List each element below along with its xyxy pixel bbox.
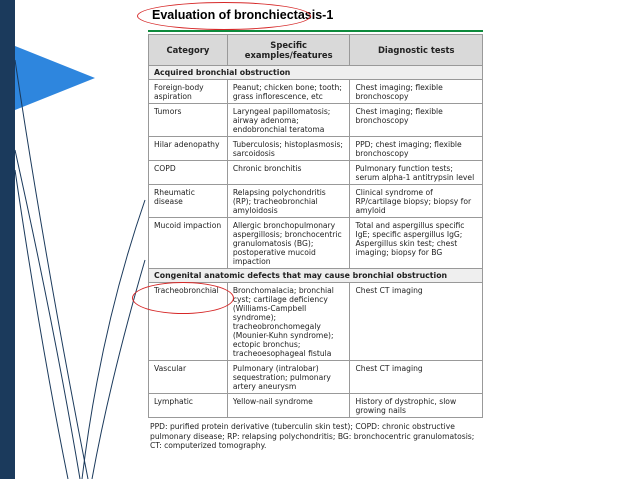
cell-examples: Chronic bronchitis: [227, 161, 350, 185]
cell-tests: Chest CT imaging: [350, 361, 483, 394]
cell-category: Vascular: [149, 361, 228, 394]
cell-category: Tracheobronchial: [149, 283, 228, 361]
cell-examples: Relapsing polychondritis (RP); tracheobronchial amyloidosis: [227, 185, 350, 218]
section-header-row: [149, 269, 483, 283]
tracheobronchial-highlight-ellipse: [132, 282, 234, 314]
cell-tests: Chest CT imaging: [350, 283, 483, 361]
cell-examples: Peanut; chicken bone; tooth; grass inflorescence, etc: [227, 80, 350, 104]
cell-examples: Laryngeal papillomatosis; airway adenoma; endobronchial teratoma: [227, 104, 350, 137]
bronchiectasis-table: [148, 34, 483, 418]
slide-title: Evaluation of bronchiectasis-1: [152, 8, 334, 22]
table-header-row: [149, 35, 483, 66]
table-row: [149, 185, 483, 218]
table-row: [149, 394, 483, 418]
document-table-panel: [148, 34, 483, 476]
header-tests: Diagnostic tests: [350, 35, 483, 66]
header-category: Category: [149, 35, 228, 66]
cell-category: Rheumatic disease: [149, 185, 228, 218]
cell-tests: PPD; chest imaging; flexible bronchoscopy: [350, 137, 483, 161]
cell-examples: Bronchomalacia; bronchial cyst; cartilage deficiency (Williams-Campbell syndrome); tracheobronchomegaly (Mounier-Kuhn syndrome); ectopic bronchus; tracheoesophageal fistula: [227, 283, 350, 361]
cell-category: Foreign-body aspiration: [149, 80, 228, 104]
decorative-lines: [0, 0, 150, 479]
table-footnote: PPD: purified protein derivative (tuberculin skin test); COPD: chronic obstructive pulmonary disease; RP: relapsing polychondritis; BG: bronchocentric granulomatosis; CT: computerized tomography.: [150, 422, 475, 450]
title-highlight-ellipse: [137, 2, 311, 30]
cell-examples: Yellow-nail syndrome: [227, 394, 350, 418]
cell-tests: Chest imaging; flexible bronchoscopy: [350, 80, 483, 104]
cell-tests: Pulmonary function tests; serum alpha-1 antitrypsin level: [350, 161, 483, 185]
table-row: [149, 361, 483, 394]
header-examples: Specific examples/features: [227, 35, 350, 66]
table-row: [149, 218, 483, 269]
cell-category: Tumors: [149, 104, 228, 137]
cell-examples: Tuberculosis; histoplasmosis; sarcoidosis: [227, 137, 350, 161]
section-title: Congenital anatomic defects that may cause bronchial obstruction: [149, 269, 483, 283]
table-row: [149, 80, 483, 104]
section-header-row: [149, 66, 483, 80]
cell-category: COPD: [149, 161, 228, 185]
cell-examples: Pulmonary (intralobar) sequestration; pulmonary artery aneurysm: [227, 361, 350, 394]
cell-category: Hilar adenopathy: [149, 137, 228, 161]
cell-category: Mucoid impaction: [149, 218, 228, 269]
table-row: [149, 161, 483, 185]
section-title: Acquired bronchial obstruction: [149, 66, 483, 80]
table-row: [149, 137, 483, 161]
cell-category: Lymphatic: [149, 394, 228, 418]
cell-tests: Total and aspergillus specific IgE; specific aspergillus IgG; Aspergillus skin test; chest imaging; biopsy for BG: [350, 218, 483, 269]
cell-tests: Clinical syndrome of RP/cartilage biopsy; biopsy for amyloid: [350, 185, 483, 218]
table-row: [149, 104, 483, 137]
cell-examples: Allergic bronchopulmonary aspergillosis; bronchocentric granulomatosis (BG); postoperative mucoid impaction: [227, 218, 350, 269]
title-rule: [148, 30, 483, 32]
cell-tests: History of dystrophic, slow growing nails: [350, 394, 483, 418]
cell-tests: Chest imaging; flexible bronchoscopy: [350, 104, 483, 137]
